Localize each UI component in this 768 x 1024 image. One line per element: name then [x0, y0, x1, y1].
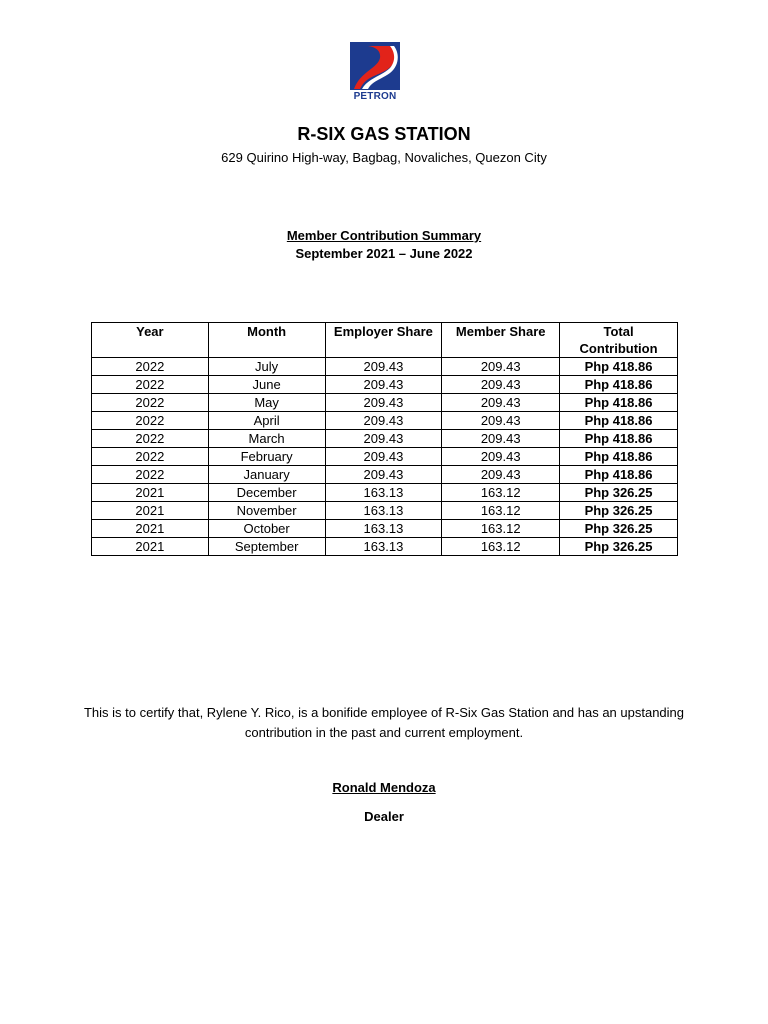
cell-employer-share: 209.43 [325, 376, 442, 394]
header-employer-share: Employer Share [325, 323, 442, 358]
cell-year: 2021 [92, 502, 209, 520]
table-row [92, 358, 678, 376]
cell-employer-share: 163.13 [325, 502, 442, 520]
cell-employer-share: 209.43 [325, 430, 442, 448]
cell-year: 2022 [92, 394, 209, 412]
cell-year: 2022 [92, 430, 209, 448]
cell-member-share: 209.43 [442, 412, 560, 430]
table-row [92, 466, 678, 484]
petron-logo [348, 42, 402, 106]
cell-total: Php 326.25 [560, 502, 678, 520]
header-month: Month [208, 323, 325, 358]
cell-member-share: 163.12 [442, 502, 560, 520]
table-row [92, 376, 678, 394]
cell-member-share: 209.43 [442, 394, 560, 412]
signatory-role: Dealer [364, 809, 404, 824]
cell-month: April [208, 412, 325, 430]
station-address: 629 Quirino High-way, Bagbag, Novaliches, Quezon City [221, 150, 547, 165]
cell-total: Php 326.25 [560, 520, 678, 538]
cell-month: February [208, 448, 325, 466]
cell-member-share: 163.12 [442, 538, 560, 556]
cell-total: Php 418.86 [560, 394, 678, 412]
summary-period: September 2021 – June 2022 [295, 246, 473, 261]
cell-month: May [208, 394, 325, 412]
cell-year: 2021 [92, 484, 209, 502]
cell-month: March [208, 430, 325, 448]
table-header-row [92, 323, 678, 358]
cell-employer-share: 163.13 [325, 538, 442, 556]
cell-employer-share: 163.13 [325, 520, 442, 538]
cell-year: 2022 [92, 448, 209, 466]
cell-total: Php 418.86 [560, 358, 678, 376]
cell-month: December [208, 484, 325, 502]
petron-logo-mark-icon [350, 42, 400, 90]
cell-year: 2022 [92, 376, 209, 394]
header-member-share: Member Share [442, 323, 560, 358]
cell-total: Php 418.86 [560, 448, 678, 466]
cell-total: Php 418.86 [560, 430, 678, 448]
signatory-name: Ronald Mendoza [332, 780, 436, 795]
cell-member-share: 209.43 [442, 466, 560, 484]
cell-employer-share: 209.43 [325, 448, 442, 466]
header-total-line2: Contribution [579, 341, 658, 356]
station-name: R-SIX GAS STATION [297, 124, 471, 144]
table-row [92, 412, 678, 430]
cell-total: Php 326.25 [560, 538, 678, 556]
cell-month: July [208, 358, 325, 376]
cell-employer-share: 209.43 [325, 358, 442, 376]
table-row [92, 502, 678, 520]
cell-member-share: 163.12 [442, 484, 560, 502]
cell-total: Php 418.86 [560, 466, 678, 484]
header-total-contribution [560, 323, 678, 358]
cell-member-share: 209.43 [442, 358, 560, 376]
cell-member-share: 209.43 [442, 376, 560, 394]
table-row [92, 430, 678, 448]
table-row [92, 538, 678, 556]
certification-text: This is to certify that, Rylene Y. Rico, is a bonifide employee of R-Six Gas Station and has an upstanding contribution in the past and current employment. [83, 705, 684, 740]
cell-month: September [208, 538, 325, 556]
cell-employer-share: 209.43 [325, 412, 442, 430]
logo-text: PETRON [353, 91, 397, 102]
table-row [92, 448, 678, 466]
cell-employer-share: 163.13 [325, 484, 442, 502]
cell-employer-share: 209.43 [325, 394, 442, 412]
header-total-line1: Total [603, 324, 634, 339]
table-row [92, 394, 678, 412]
contribution-table [91, 322, 678, 556]
cell-year: 2022 [92, 412, 209, 430]
cell-employer-share: 209.43 [325, 466, 442, 484]
cell-year: 2021 [92, 520, 209, 538]
summary-title: Member Contribution Summary [286, 228, 482, 243]
cell-month: November [208, 502, 325, 520]
cell-total: Php 418.86 [560, 376, 678, 394]
cell-member-share: 209.43 [442, 448, 560, 466]
cell-year: 2022 [92, 466, 209, 484]
cell-month: June [208, 376, 325, 394]
cell-total: Php 418.86 [560, 412, 678, 430]
cell-year: 2022 [92, 358, 209, 376]
cell-year: 2021 [92, 538, 209, 556]
table-row [92, 520, 678, 538]
cell-month: October [208, 520, 325, 538]
header-year: Year [92, 323, 209, 358]
cell-member-share: 209.43 [442, 430, 560, 448]
cell-member-share: 163.12 [442, 520, 560, 538]
table-row [92, 484, 678, 502]
cell-total: Php 326.25 [560, 484, 678, 502]
cell-month: January [208, 466, 325, 484]
